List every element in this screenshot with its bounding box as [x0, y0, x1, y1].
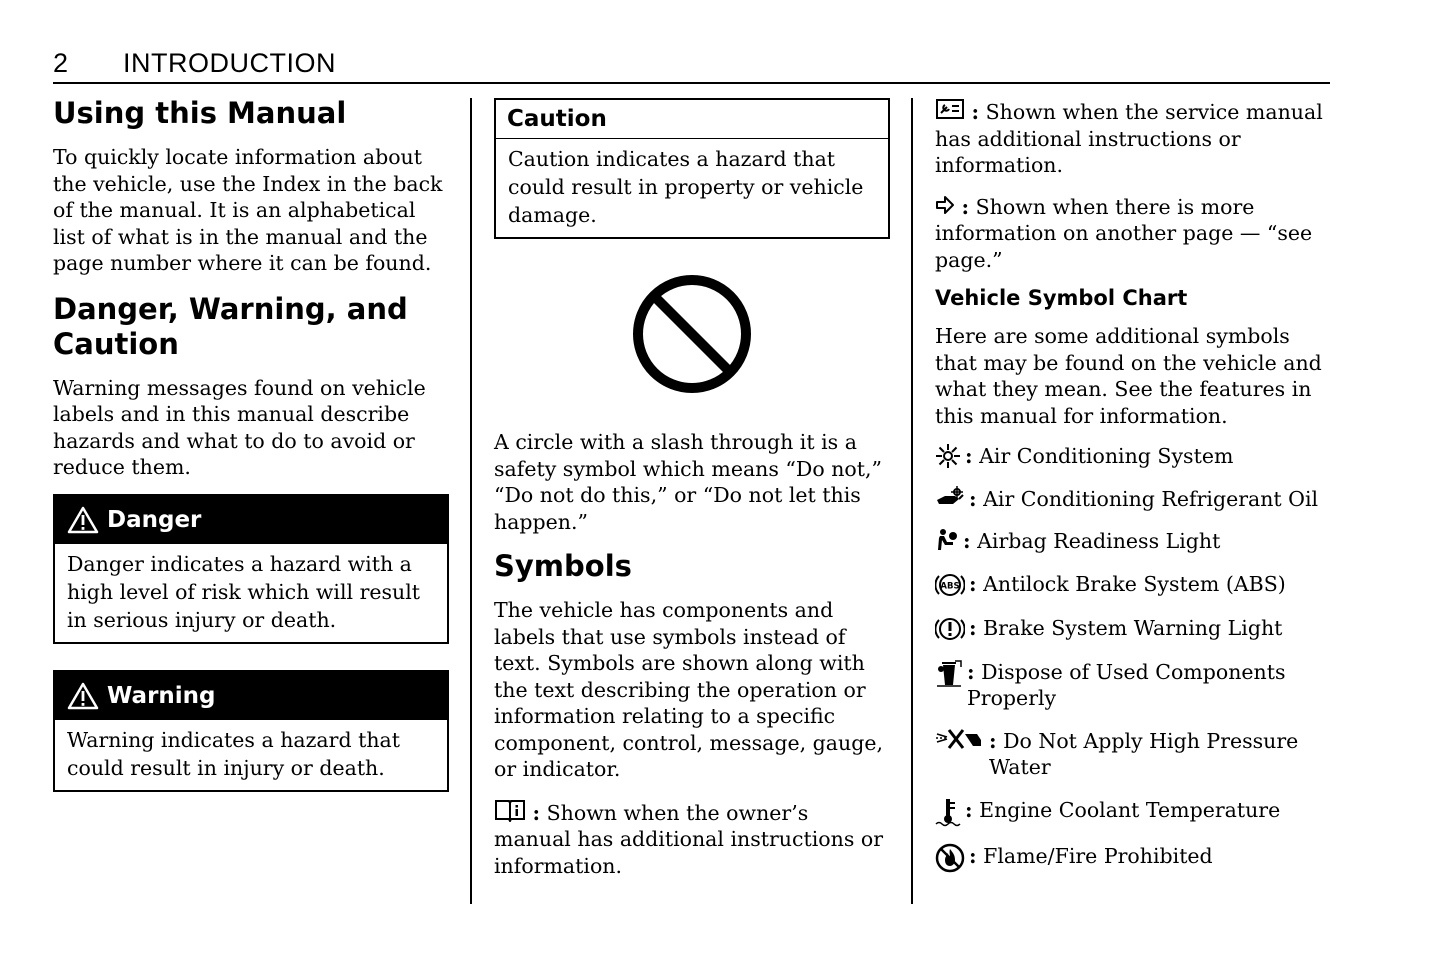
section-title: INTRODUCTION — [123, 48, 336, 78]
no-pressure-water-icon — [935, 728, 985, 752]
coolant-temp-icon — [935, 797, 961, 827]
danger-text: Danger indicates a hazard with a high level of risk which will result in serious injury or death. — [67, 551, 421, 632]
see-page-item: : Shown when there is more information on another page — “see page.” — [935, 194, 1313, 272]
page-number: 2 — [53, 48, 69, 78]
warning-header — [55, 672, 447, 720]
column-right — [935, 98, 1335, 873]
list-item: : Airbag Readiness Light — [935, 528, 1335, 555]
using-manual-heading: Using this Manual — [53, 96, 347, 130]
owner-manual-item: : Shown when the owner’s manual has additional instructions or information. — [494, 798, 890, 880]
symbols-heading: Symbols — [494, 549, 632, 583]
no-flame-icon — [935, 843, 965, 873]
using-manual-text: To quickly locate information about the vehicle, use the Index in the back of the manual. It is an alphabetical list of what is in the manual and the page number where it can be found. — [53, 145, 443, 275]
ac-oil-icon — [935, 486, 965, 510]
list-item: : Do Not Apply High Pressure Water — [935, 728, 1335, 781]
column-left — [53, 96, 449, 792]
airbag-icon — [935, 528, 959, 552]
circle-slash-text: A circle with a slash through it is a safety symbol which means “Do not,” “Do not do this,” or “Do not let this happen.” — [494, 430, 882, 534]
warning-box — [53, 670, 449, 792]
symbol-label: Airbag Readiness Light — [977, 529, 1221, 553]
dwc-text: Warning messages found on vehicle labels and in this manual describe hazards and what to do to avoid or reduce them. — [53, 375, 426, 479]
owner-manual-text: Shown when the owner’s manual has additional instructions or information. — [494, 800, 883, 878]
caution-text: Caution indicates a hazard that could result in property or vehicle damage. — [508, 147, 864, 227]
prohibition-circle-icon — [631, 273, 753, 395]
list-item: : Dispose of Used Components Properly — [935, 659, 1335, 712]
warning-text: Warning indicates a hazard that could result in injury or death. — [67, 727, 400, 780]
list-item: : Engine Coolant Temperature — [935, 797, 1335, 827]
symbol-label: Air Conditioning Refrigerant Oil — [983, 486, 1319, 511]
list-item: ABS : Antilock Brake System (ABS) — [935, 571, 1335, 599]
symbols-text: The vehicle has components and labels that use symbols instead of text. Symbols are shown along with the text describing the operation or information relating to a specific component, control, message, gauge, or indicator. — [494, 598, 883, 781]
list-item: : Air Conditioning Refrigerant Oil — [935, 486, 1335, 513]
warning-label: Warning — [107, 682, 216, 709]
warning-triangle-icon — [67, 682, 99, 710]
column-middle — [494, 98, 890, 879]
dwc-heading: Danger, Warning, and Caution — [53, 291, 408, 361]
abs-icon-text: ABS — [940, 581, 960, 591]
symbol-label: Flame/Fire Prohibited — [983, 843, 1213, 868]
book-icon — [494, 798, 526, 822]
page-header — [53, 46, 1330, 84]
danger-header — [55, 496, 447, 544]
service-manual-text: Shown when the service manual has additional instructions or information. — [935, 100, 1323, 177]
danger-box — [53, 494, 449, 644]
brake-warning-icon — [935, 615, 965, 643]
column-divider — [470, 98, 472, 904]
symbol-chart-intro: Here are some additional symbols that may be found on the vehicle and what they mean. See the features in this manual for information. — [935, 324, 1322, 428]
abs-icon — [935, 571, 965, 599]
service-manual-icon — [935, 98, 965, 120]
symbol-label: Do Not Apply High Pressure Water — [989, 728, 1299, 779]
symbol-label: Brake System Warning Light — [983, 615, 1283, 640]
snowflake-icon — [935, 443, 961, 469]
caution-label: Caution — [496, 100, 888, 139]
arrow-right-icon — [935, 195, 955, 215]
symbol-chart-heading: Vehicle Symbol Chart — [935, 286, 1188, 310]
list-item: : Flame/Fire Prohibited — [935, 843, 1335, 873]
danger-label: Danger — [107, 506, 202, 533]
symbol-label: Dispose of Used Components Properly — [967, 659, 1286, 710]
symbol-label: Engine Coolant Temperature — [979, 797, 1281, 822]
service-manual-item: : Shown when the service manual has additional instructions or information. — [935, 100, 1323, 177]
prohibition-figure — [494, 273, 890, 395]
see-page-text: Shown when there is more information on another page — “see page.” — [935, 194, 1313, 272]
list-item: : Brake System Warning Light — [935, 615, 1335, 643]
symbol-list — [935, 443, 1335, 873]
caution-box — [494, 98, 890, 239]
dispose-icon — [935, 659, 963, 687]
column-divider — [911, 98, 913, 904]
symbol-label: Antilock Brake System (ABS) — [983, 571, 1286, 596]
warning-triangle-icon — [67, 506, 99, 534]
list-item: : Air Conditioning System — [935, 443, 1335, 470]
symbol-label: Air Conditioning System — [979, 444, 1234, 468]
